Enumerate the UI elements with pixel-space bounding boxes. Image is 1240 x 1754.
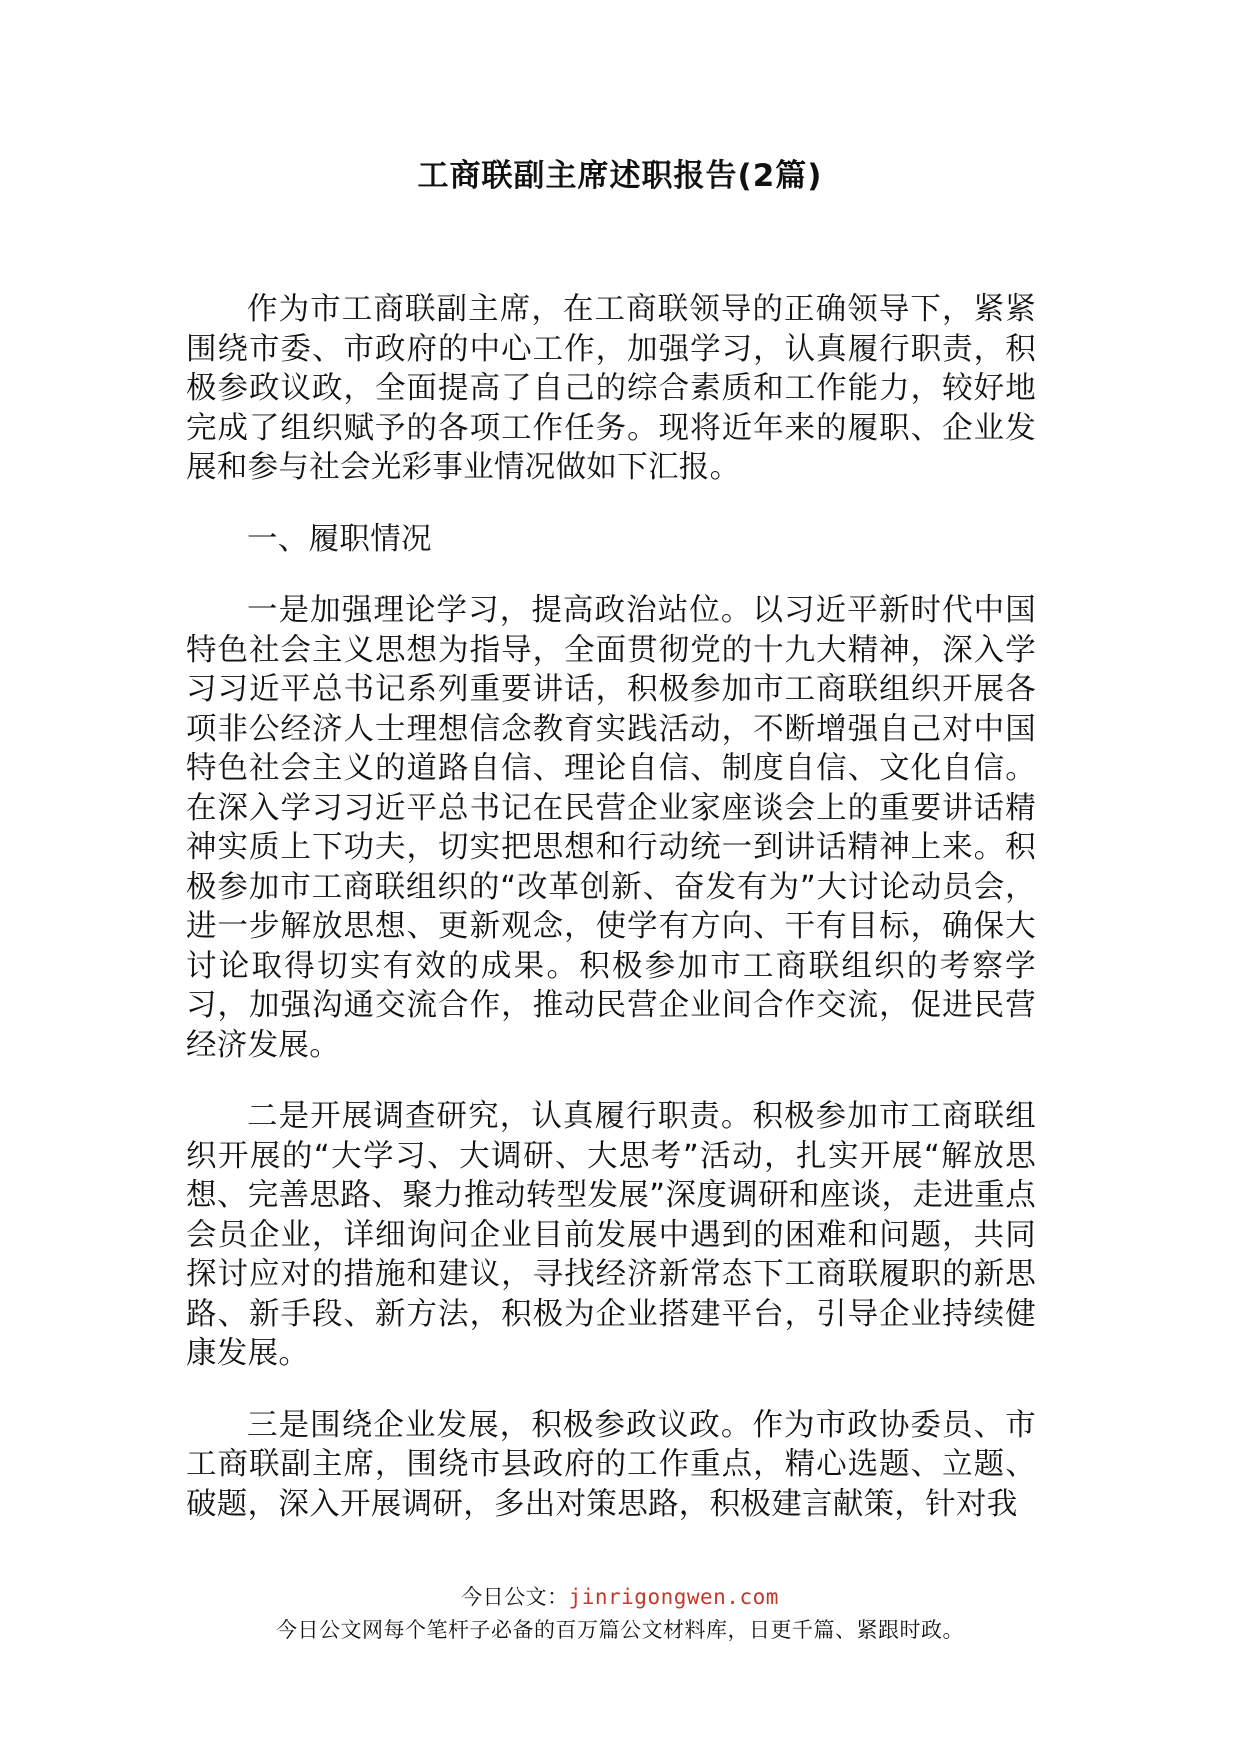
- section-heading: 一、履职情况: [247, 521, 432, 557]
- footer-site-link[interactable]: jinrigongwen.com: [568, 1585, 779, 1609]
- document-title: 工商联副主席述职报告(2篇): [417, 158, 823, 194]
- paragraph-politics: 三是围绕企业发展，积极参政议政。作为市政协委员、市工商联副主席，围绕市县政府的工作重点，精心选题、立题、破题，深入开展调研，多出对策思路，积极建言献策，针对我: [186, 1407, 1036, 1522]
- paragraph-intro: 作为市工商联副主席，在工商联领导的正确领导下，紧紧围绕市委、市政府的中心工作，加强学习，认真履行职责，积极参政议政，全面提高了自己的综合素质和工作能力，较好地完成了组织赋予的各项工作任务。现将近年来的履职、企业发展和参与社会光彩事业情况做如下汇报。: [186, 292, 1036, 485]
- document-body: [186, 290, 1036, 1556]
- page-footer: [0, 1583, 1240, 1645]
- paragraph-research: 二是开展调查研究，认真履行职责。积极参加市工商联组织开展的“大学习、大调研、大思考”活动，扎实开展“解放思想、完善思路、聚力推动转型发展”深度调研和座谈，走进重点会员企业，详细询问企业目前发展中遇到的困难和问题，共同探讨应对的措施和建议，寻找经济新常态下工商联履职的新思路、新手段、新方法，积极为企业搭建平台，引导企业持续健康发展。: [186, 1099, 1036, 1371]
- paragraph-study: 一是加强理论学习，提高政治站位。以习近平新时代中国特色社会主义思想为指导，全面贯彻党的十九大精神，深入学习习近平总书记系列重要讲话，积极参加市工商联组织开展各项非公经济人士理想信念教育实践活动，不断增强自己对中国特色社会主义的道路自信、理论自信、制度自信、文化自信。在深入学习习近平总书记在民营企业家座谈会上的重要讲话精神实质上下功夫，切实把思想和行动统一到讲话精神上来。积极参加市工商联组织的“改革创新、奋发有为”大讨论动员会，进一步解放思想、更新观念，使学有方向、干有目标，确保大讨论取得切实有效的成果。积极参加市工商联组织的考察学习，加强沟通交流合作，推动民营企业间合作交流，促进民营经济发展。: [186, 593, 1036, 1063]
- footer-label: 今日公文：: [461, 1585, 569, 1609]
- footer-source: [0, 1583, 1240, 1611]
- footer-slogan: 今日公文网每个笔杆子必备的百万篇公文材料库，日更千篇、紧跟时政。: [276, 1618, 964, 1642]
